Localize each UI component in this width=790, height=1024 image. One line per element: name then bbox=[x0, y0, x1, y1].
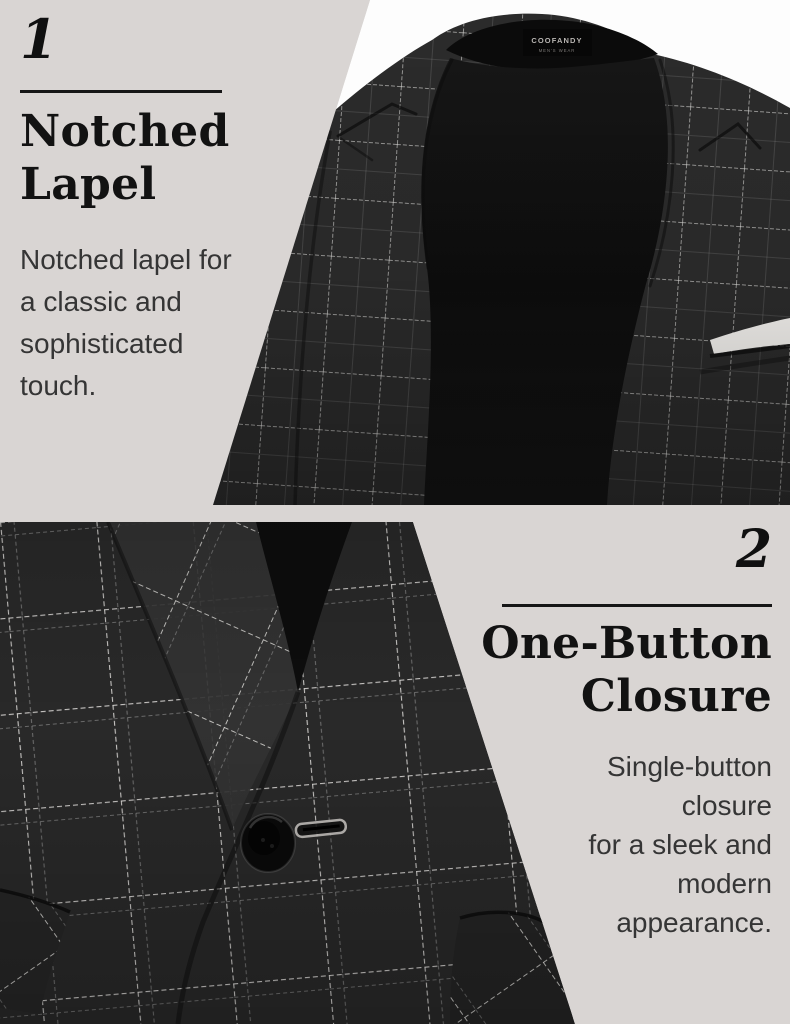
feature-block-2 bbox=[472, 519, 772, 942]
feature-1-description bbox=[20, 239, 330, 407]
feature-1-title-line1: Notched bbox=[20, 106, 230, 157]
feature-1-desc-line3: sophisticated bbox=[20, 328, 184, 359]
feature-1-rule bbox=[20, 90, 222, 93]
feature-1-desc-line1: Notched lapel for bbox=[20, 244, 232, 275]
feature-2-title-line2: Closure bbox=[580, 671, 772, 722]
feature-1-number: 1 bbox=[20, 7, 58, 71]
feature-1-desc-line2: a classic and bbox=[20, 286, 182, 317]
feature-2-desc-line2: closure bbox=[681, 790, 772, 821]
feature-1-title-line2: Lapel bbox=[20, 159, 157, 210]
feature-2-title bbox=[472, 617, 772, 723]
feature-2-desc-line5: appearance. bbox=[616, 907, 772, 938]
feature-2-desc-line1: Single-button bbox=[606, 751, 772, 782]
feature-1-desc-line4: touch. bbox=[20, 370, 97, 401]
feature-2-number: 2 bbox=[735, 519, 772, 580]
feature-1-title bbox=[20, 105, 330, 211]
feature-2-desc-line3: for a sleek and bbox=[588, 829, 772, 860]
feature-2-title-line1: One-Button bbox=[481, 618, 772, 669]
feature-2-rule bbox=[502, 604, 772, 607]
feature-2-description bbox=[472, 747, 772, 942]
feature-2-desc-line4: modern bbox=[677, 868, 772, 899]
feature-block-1 bbox=[20, 7, 330, 407]
